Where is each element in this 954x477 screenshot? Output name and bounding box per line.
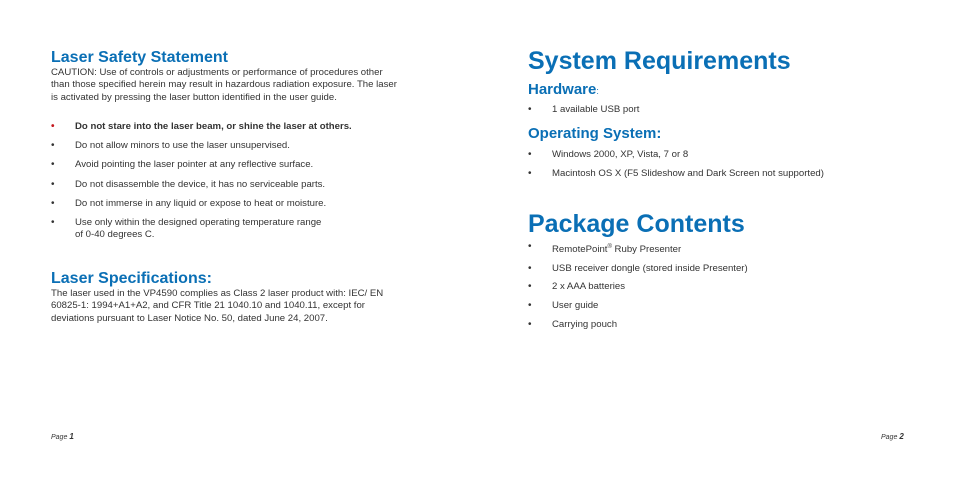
hardware-title: Hardware (528, 81, 597, 98)
bullet-icon: • (51, 140, 55, 152)
bullet-icon: • (528, 281, 532, 293)
page-number-right: Page 2 (881, 432, 904, 441)
list-item: • Windows 2000, XP, Vista, 7 or 8 (528, 149, 689, 160)
bullet-icon: • (528, 241, 532, 252)
package-list (528, 241, 928, 331)
laser-safety-title: Laser Safety Statement (51, 49, 228, 66)
bullet-icon: • (528, 299, 532, 311)
hardware-heading: Hardware: (528, 81, 599, 98)
list-item: • Do not stare into the laser beam, or shine the laser at others. (51, 121, 352, 132)
list-item: • Do not allow minors to use the laser unsupervised. (51, 140, 290, 152)
bullet-icon: • (51, 217, 55, 229)
list-item: • Carrying pouch (528, 318, 618, 330)
bullet-icon: • (51, 197, 55, 209)
laser-specs-title: Laser Specifications: (51, 270, 212, 287)
os-list (528, 149, 928, 181)
bullet-icon: • (51, 178, 55, 190)
laser-specs-text: The laser used in the VP4590 complies as Class 2 laser product with: IEC/ EN 60825-1: 1994+A1+A2, and CFR Title 21 1040.10 and 1040.11, except for deviations pursuant to Laser Notice No. 50, dated June 24, 2007. (51, 288, 384, 324)
list-item: • Avoid pointing the laser pointer at any reflective surface. (51, 159, 314, 171)
hardware-list (528, 104, 928, 116)
bullet-icon: • (528, 168, 532, 180)
laser-specs-section (51, 270, 401, 325)
page-number-left: Page 1 (51, 432, 74, 441)
laser-safety-section (51, 49, 401, 104)
list-item: • USB receiver dongle (stored inside Presenter) (528, 262, 748, 274)
laser-safety-text: CAUTION: Use of controls or adjustments or performance of procedures other than those specified herein may result in hazardous radiation exposure. The laser is activated by pressing the laser button identified in the user guide. (51, 67, 397, 103)
list-item: • Do not disassemble the device, it has no serviceable parts. (51, 178, 326, 190)
bullet-icon: • (528, 149, 532, 160)
operating-system-title: Operating System: (528, 125, 662, 142)
list-item: • Macintosh OS X (F5 Slideshow and Dark Screen not supported) (528, 168, 824, 180)
list-item: • Use only within the designed operating temperature range of 0-40 degrees C. (51, 217, 322, 241)
list-item: • 1 available USB port (528, 104, 640, 115)
laser-safety-list (51, 121, 401, 242)
right-page (477, 0, 954, 477)
list-item: • User guide (528, 299, 599, 311)
bullet-icon: • (528, 318, 532, 330)
list-item: • 2 x AAA batteries (528, 281, 626, 293)
package-contents-title: Package Contents (528, 210, 745, 238)
list-item: • RemotePoint® Ruby Presenter (528, 241, 682, 256)
list-item: • Do not immerse in any liquid or expose to heat or moisture. (51, 197, 327, 209)
bullet-icon: • (51, 159, 55, 171)
bullet-icon: • (528, 262, 532, 274)
bullet-icon: • (528, 104, 532, 115)
bullet-icon: • (51, 121, 55, 132)
system-requirements-title: System Requirements (528, 47, 791, 75)
